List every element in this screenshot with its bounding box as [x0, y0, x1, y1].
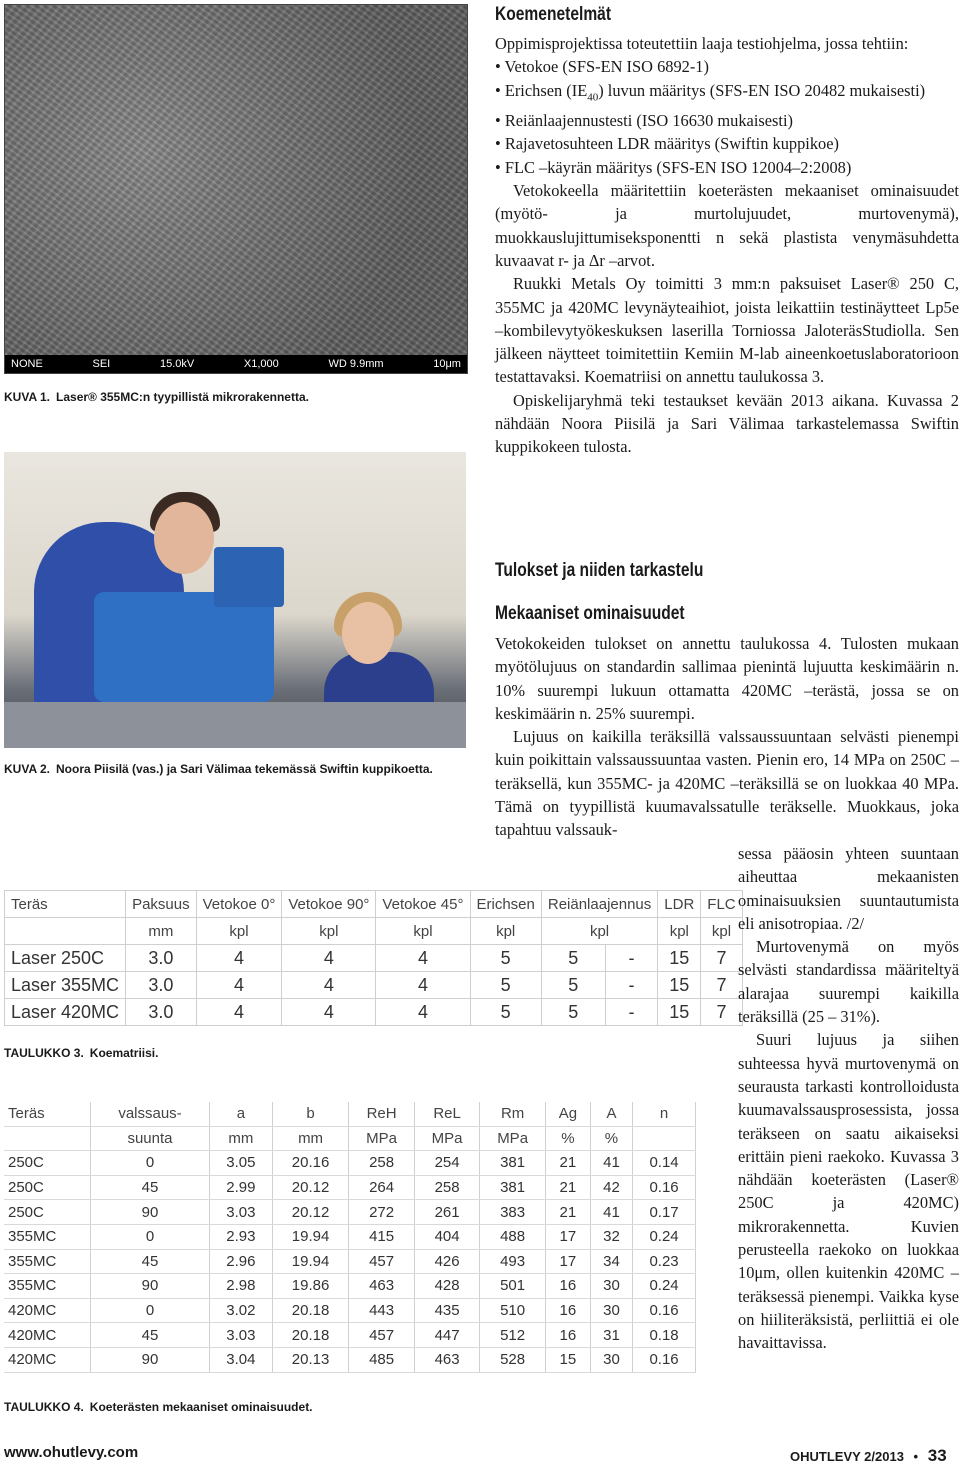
- table-4-cell: 258: [414, 1175, 480, 1200]
- table-4-header-cell: A: [590, 1102, 632, 1126]
- photo-machine-top: [214, 547, 284, 607]
- table-4-cell: 250C: [4, 1175, 91, 1200]
- table-4-cell: 19.94: [272, 1249, 349, 1274]
- table-3-cell: -: [605, 999, 658, 1026]
- table-4-cell: 3.02: [209, 1298, 272, 1323]
- table-4-cell: 250C: [4, 1151, 91, 1176]
- table-row: [4, 1249, 696, 1274]
- table-4-cell: 250C: [4, 1200, 91, 1225]
- table-4-cell: 0.16: [633, 1347, 696, 1372]
- table-4-cell: 0: [91, 1151, 210, 1176]
- table-4-cell: 90: [91, 1274, 210, 1299]
- table-4-cell: 3.03: [209, 1200, 272, 1225]
- table-3-cell: 4: [196, 972, 282, 999]
- table-3-cell: 3.0: [126, 999, 197, 1026]
- table-3-cell: 4: [282, 999, 376, 1026]
- table-4-caption-text: Koeterästen mekaaniset ominaisuudet.: [89, 1400, 313, 1414]
- table-4-cell: 45: [91, 1323, 210, 1348]
- table-3-header-row: [5, 891, 743, 918]
- heading-tulokset: Tulokset ja niiden tarkastelu: [495, 560, 704, 581]
- table-3-unit-cell: kpl: [376, 918, 470, 945]
- table-4-cell: 0.16: [633, 1175, 696, 1200]
- table-4-unit-cell: suunta: [91, 1126, 210, 1151]
- table-4-cell: 493: [480, 1249, 546, 1274]
- figure-2-label: KUVA 2.: [4, 762, 51, 776]
- table-4-cell: 42: [590, 1175, 632, 1200]
- bullet-reianlaajennus: • Reiänlaajennustesti (ISO 16630 mukaisesti): [495, 111, 793, 131]
- paragraph-suuri-lujuus: Suuri lujuus ja siihen suhteessa hyvä murtovenymä on seurausta tarkasti kontrolloidusta kuumavalssausprosessista, jossa teräkseen on saatu aikaiseksi erittäin pieni raekoko. Kuvassa 3 nähdään koeterästen (Laser® 250C ja 420MC) mikrorakennetta. Kuvien perusteella raekoko on luokkaa 10μm, ollen kuitenkin 420MC –teräksessä pienempi. Vaikka kyse on hiiliteräksistä, perliittiä ei ole havaittavissa.: [738, 1030, 959, 1353]
- photo-head-left: [154, 502, 214, 574]
- paragraph-intro: Oppimisprojektissa toteutettiin laaja testiohjelma, jossa tehtiin:: [495, 34, 909, 53]
- table-4-header-row: [4, 1102, 696, 1126]
- table-4-cell: 420MC: [4, 1347, 91, 1372]
- table-4-cell: 20.12: [272, 1175, 349, 1200]
- figure-2-caption: [4, 762, 433, 776]
- table-4-cell: 254: [414, 1151, 480, 1176]
- table-4-cell: 443: [349, 1298, 415, 1323]
- table-3-cell: Laser 250C: [5, 945, 126, 972]
- table-3-test-matrix: [4, 890, 743, 1026]
- table-4-cell: 404: [414, 1224, 480, 1249]
- table-4-cell: 0.24: [633, 1274, 696, 1299]
- table-4-header-cell: ReL: [414, 1102, 480, 1126]
- table-4-cell: 457: [349, 1323, 415, 1348]
- table-3-header-cell: Teräs: [5, 891, 126, 918]
- table-4-cell: 355MC: [4, 1224, 91, 1249]
- table-4-cell: 45: [91, 1175, 210, 1200]
- table-4-unit-cell: [4, 1126, 91, 1151]
- table-row: [5, 972, 743, 999]
- table-4-cell: 0.16: [633, 1298, 696, 1323]
- table-3-header-cell: LDR: [658, 891, 701, 918]
- table-4-cell: 488: [480, 1224, 546, 1249]
- article-methods-text: [495, 32, 959, 459]
- table-3-cell: 7: [701, 972, 742, 999]
- sem-label-kv: 15.0kV: [159, 358, 195, 370]
- table-row: [4, 1175, 696, 1200]
- table-3-cell: 4: [196, 945, 282, 972]
- table-4-cell: 258: [349, 1151, 415, 1176]
- table-3-unit-cell: mm: [126, 918, 197, 945]
- table-row: [4, 1151, 696, 1176]
- table-4-cell: 355MC: [4, 1274, 91, 1299]
- sem-label-wd: WD 9.9mm: [328, 358, 384, 370]
- table-3-cell: 15: [658, 972, 701, 999]
- table-4-cell: 0: [91, 1224, 210, 1249]
- table-3-unit-cell: kpl: [541, 918, 657, 945]
- table-4-cell: 20.12: [272, 1200, 349, 1225]
- table-4-cell: 463: [414, 1347, 480, 1372]
- table-4-cell: 30: [590, 1274, 632, 1299]
- table-row: [4, 1274, 696, 1299]
- table-4-cell: 41: [590, 1151, 632, 1176]
- table-3-cell: 4: [196, 999, 282, 1026]
- paragraph-murtovenyma: Murtovenymä on myös selvästi standardissa määriteltyä alarajaa suurempi kaikilla teräksillä (25 – 31%).: [738, 937, 959, 1027]
- footer-magazine-name: OHUTLEVY 2/2013: [790, 1449, 904, 1464]
- table-4-cell: 3.04: [209, 1347, 272, 1372]
- table-4-cell: 19.86: [272, 1274, 349, 1299]
- table-4-cell: 415: [349, 1224, 415, 1249]
- table-4-cell: 16: [545, 1298, 590, 1323]
- table-4-cell: 15: [545, 1347, 590, 1372]
- table-4-cell: 485: [349, 1347, 415, 1372]
- table-4-cell: 0.14: [633, 1151, 696, 1176]
- table-3-unit-cell: kpl: [701, 918, 742, 945]
- article-narrow-text: [738, 842, 959, 1355]
- paragraph-vetokoetulokset: Vetokokeiden tulokset on annettu taulukossa 4. Tulosten mukaan myötölujuus on standardin sallimaa pienintä lujuutta keskimäärin n. 10% suurempi lukuun ottamatta 420MC –terästä, jossa se on keskimäärin n. 25% suurempi.: [495, 634, 959, 723]
- table-3-header-cell: Vetokoe 90°: [282, 891, 376, 918]
- table-3-cell: 15: [658, 945, 701, 972]
- paragraph-lujuus: Lujuus on kaikilla teräksillä valssaussuuntaan selvästi pienempi kuin poikittain valssaussuuntaa vasten. Pienin ero, 14 MPa on 250C –teräksellä, kun 355MC- ja 420MC –teräksillä se on luokkaa 40 MPa. Tämä on tyypillistä kuumavalssatulle teräkselle. Muokkaus, joka tapahtuu valssauk-: [495, 727, 959, 840]
- table-4-unit-row: [4, 1126, 696, 1151]
- table-row: [4, 1347, 696, 1372]
- table-4-cell: 463: [349, 1274, 415, 1299]
- table-4-cell: 272: [349, 1200, 415, 1225]
- bullet-erichsen: [495, 79, 959, 110]
- table-4-cell: 30: [590, 1298, 632, 1323]
- table-4-cell: 0.18: [633, 1323, 696, 1348]
- table-4-cell: 2.96: [209, 1249, 272, 1274]
- table-3-cell: 5: [541, 999, 605, 1026]
- table-3-header-cell: Vetokoe 0°: [196, 891, 282, 918]
- table-4-cell: 261: [414, 1200, 480, 1225]
- table-4-caption: [4, 1400, 313, 1414]
- table-4-cell: 383: [480, 1200, 546, 1225]
- table-4-cell: 20.18: [272, 1323, 349, 1348]
- table-4-cell: 420MC: [4, 1298, 91, 1323]
- table-4-header-cell: Teräs: [4, 1102, 91, 1126]
- table-3-header-cell: Vetokoe 45°: [376, 891, 470, 918]
- figure-2-text: Noora Piisilä (vas.) ja Sari Välimaa tekemässä Swiftin kuppikoetta.: [56, 762, 433, 776]
- bullet-vetokoe: • Vetokoe (SFS-EN ISO 6892-1): [495, 57, 709, 77]
- table-4-cell: 16: [545, 1323, 590, 1348]
- paragraph-vetokoe: Vetokokeella määritettiin koeterästen mekaaniset ominaisuudet (myötö- ja murtolujuudet, murtovenymä), muokkauslujittumiseksponentti n sekä plastista venymäsuhdetta kuvaavat r- ja Δr –arvot.: [495, 181, 959, 270]
- figure-1-caption: [4, 390, 309, 404]
- table-3-cell: Laser 355MC: [5, 972, 126, 999]
- table-4-cell: 20.16: [272, 1151, 349, 1176]
- bullet-erichsen-sub: 40: [587, 90, 599, 103]
- table-4-cell: 90: [91, 1347, 210, 1372]
- table-4-unit-cell: MPa: [349, 1126, 415, 1151]
- table-3-unit-cell: kpl: [282, 918, 376, 945]
- table-4-header-cell: Ag: [545, 1102, 590, 1126]
- table-4-cell: 20.18: [272, 1298, 349, 1323]
- table-4-cell: 2.98: [209, 1274, 272, 1299]
- table-4-unit-cell: MPa: [414, 1126, 480, 1151]
- table-4-cell: 428: [414, 1274, 480, 1299]
- table-4-cell: 264: [349, 1175, 415, 1200]
- table-3-header-cell: Erichsen: [470, 891, 541, 918]
- table-4-cell: 420MC: [4, 1323, 91, 1348]
- table-4-cell: 355MC: [4, 1249, 91, 1274]
- table-3-cell: 5: [470, 999, 541, 1026]
- footer-page-number: 33: [927, 1446, 947, 1465]
- sem-info-bar: [5, 355, 467, 373]
- table-4-cell: 3.03: [209, 1323, 272, 1348]
- paragraph-lujuus-continued: sessa pääosin yhteen suuntaan aiheuttaa mekaanisten ominaisuuksien suuntautumista eli anisotropiaa. /2/: [738, 844, 959, 933]
- table-4-cell: 381: [480, 1175, 546, 1200]
- table-3-cell: 5: [541, 972, 605, 999]
- table-3-cell: 15: [658, 999, 701, 1026]
- table-4-cell: 17: [545, 1224, 590, 1249]
- table-3-label: TAULUKKO 3.: [4, 1046, 84, 1060]
- table-3-unit-cell: kpl: [470, 918, 541, 945]
- table-4-header-cell: n: [633, 1102, 696, 1126]
- table-3-unit-cell: kpl: [658, 918, 701, 945]
- table-3-cell: -: [605, 972, 658, 999]
- photo-test-machine: [94, 592, 274, 702]
- table-4-unit-cell: %: [545, 1126, 590, 1151]
- table-row: [5, 999, 743, 1026]
- table-row: [5, 945, 743, 972]
- table-4-cell: 21: [545, 1200, 590, 1225]
- table-3-cell: 3.0: [126, 945, 197, 972]
- table-4-cell: 435: [414, 1298, 480, 1323]
- table-4-cell: 381: [480, 1151, 546, 1176]
- table-4-cell: 41: [590, 1200, 632, 1225]
- table-4-cell: 34: [590, 1249, 632, 1274]
- table-3-cell: 5: [541, 945, 605, 972]
- sem-label-none: NONE: [11, 358, 43, 370]
- heading-koemenetelmat: Koemenetelmät: [495, 4, 612, 25]
- table-3-cell: 5: [470, 972, 541, 999]
- table-4-cell: 3.05: [209, 1151, 272, 1176]
- table-3-unit-cell: kpl: [196, 918, 282, 945]
- table-4-cell: 528: [480, 1347, 546, 1372]
- table-4-cell: 90: [91, 1200, 210, 1225]
- table-3-header-cell: Reiänlaajennus: [541, 891, 657, 918]
- table-3-cell: -: [605, 945, 658, 972]
- heading-mekaaniset: Mekaaniset ominaisuudet: [495, 603, 685, 624]
- table-4-cell: 510: [480, 1298, 546, 1323]
- sem-micrograph-image: [4, 4, 468, 374]
- paragraph-opiskelijat: Opiskelijaryhmä teki testaukset kevään 2013 aikana. Kuvassa 2 nähdään Noora Piisilä ja Sari Välimaa tarkastelemassa Swiftin kuppikokeen tulosta.: [495, 390, 959, 457]
- paragraph-ruukki: Ruukki Metals Oy toimitti 3 mm:n paksuiset Laser® 250 C, 355MC ja 420MC levynäyteaihiot, joista leikattiin testinäytteet Lp5e –kombilevytyökeskuksen laserilla Torniossa JaloteräsStudiolla. Sen jälkeen näytteet toimitettiin Kemiin M-lab aineenkoetuslaboratorioon testattavaksi. Koematriisi on annettu taulukossa 3.: [495, 274, 959, 387]
- table-4-cell: 501: [480, 1274, 546, 1299]
- photo-head-right: [342, 602, 394, 664]
- table-3-caption: [4, 1046, 158, 1060]
- table-3-cell: 4: [282, 945, 376, 972]
- table-row: [4, 1323, 696, 1348]
- bullet-ldr: • Rajavetosuhteen LDR määritys (Swiftin kuppikoe): [495, 134, 839, 154]
- table-4-cell: 2.99: [209, 1175, 272, 1200]
- table-4-cell: 2.93: [209, 1224, 272, 1249]
- table-4-cell: 512: [480, 1323, 546, 1348]
- table-4-cell: 0.17: [633, 1200, 696, 1225]
- table-4-header-cell: b: [272, 1102, 349, 1126]
- table-4-unit-cell: MPa: [480, 1126, 546, 1151]
- table-4-header-cell: ReH: [349, 1102, 415, 1126]
- table-4-header-cell: valssaus-: [91, 1102, 210, 1126]
- table-4-cell: 21: [545, 1175, 590, 1200]
- table-3-cell: 3.0: [126, 972, 197, 999]
- table-3-header-row-units: [5, 918, 743, 945]
- table-4-cell: 0.23: [633, 1249, 696, 1274]
- table-4-cell: 31: [590, 1323, 632, 1348]
- table-4-cell: 0.24: [633, 1224, 696, 1249]
- table-4-cell: 0: [91, 1298, 210, 1323]
- table-4-cell: 19.94: [272, 1224, 349, 1249]
- table-4-cell: 45: [91, 1249, 210, 1274]
- table-4-mechanical-properties: [4, 1102, 696, 1373]
- table-3-header-cell: FLC: [701, 891, 742, 918]
- figure-1-text: Laser® 355MC:n tyypillistä mikrorakennetta.: [56, 390, 309, 404]
- bullet-erichsen-a: • Erichsen (IE: [495, 80, 588, 100]
- table-3-cell: 4: [376, 999, 470, 1026]
- table-row: [4, 1298, 696, 1323]
- table-3-header-cell: Paksuus: [126, 891, 197, 918]
- table-4-unit-cell: [633, 1126, 696, 1151]
- table-4-cell: 30: [590, 1347, 632, 1372]
- table-4-unit-cell: mm: [272, 1126, 349, 1151]
- table-3-caption-text: Koematriisi.: [89, 1046, 159, 1060]
- table-4-cell: 20.13: [272, 1347, 349, 1372]
- table-3-cell: 7: [701, 999, 742, 1026]
- table-4-header-cell: Rm: [480, 1102, 546, 1126]
- photo-workbench: [4, 702, 466, 748]
- article-results-text: [495, 632, 959, 842]
- table-3-unit-cell: [5, 918, 126, 945]
- table-3-cell: 4: [376, 972, 470, 999]
- table-4-unit-cell: %: [590, 1126, 632, 1151]
- table-3-cell: Laser 420MC: [5, 999, 126, 1026]
- table-3-cell: 5: [470, 945, 541, 972]
- table-4-cell: 32: [590, 1224, 632, 1249]
- table-row: [4, 1200, 696, 1225]
- table-4-cell: 16: [545, 1274, 590, 1299]
- table-3-cell: 4: [376, 945, 470, 972]
- table-4-cell: 447: [414, 1323, 480, 1348]
- table-4-cell: 426: [414, 1249, 480, 1274]
- table-3-cell: 4: [282, 972, 376, 999]
- sem-label-scale: 10μm: [433, 358, 461, 370]
- bullet-flc: • FLC –käyrän määritys (SFS-EN ISO 12004–2:2008): [495, 157, 852, 177]
- students-photo: [4, 452, 466, 748]
- table-4-header-cell: a: [209, 1102, 272, 1126]
- footer-magazine: [790, 1446, 947, 1466]
- table-4-unit-cell: mm: [209, 1126, 272, 1151]
- sem-label-mag: X1,000: [243, 358, 279, 370]
- table-4-cell: 457: [349, 1249, 415, 1274]
- table-row: [4, 1224, 696, 1249]
- table-4-label: TAULUKKO 4.: [4, 1400, 84, 1414]
- figure-1-label: KUVA 1.: [4, 390, 51, 404]
- bullet-erichsen-b: ) luvun määritys (SFS-EN ISO 20482 mukaisesti): [598, 80, 926, 100]
- table-4-cell: 21: [545, 1151, 590, 1176]
- sem-label-sei: SEI: [92, 358, 111, 370]
- table-3-cell: 7: [701, 945, 742, 972]
- footer-bullet: •: [913, 1449, 919, 1464]
- table-4-cell: 17: [545, 1249, 590, 1274]
- footer-url[interactable]: www.ohutlevy.com: [4, 1444, 139, 1461]
